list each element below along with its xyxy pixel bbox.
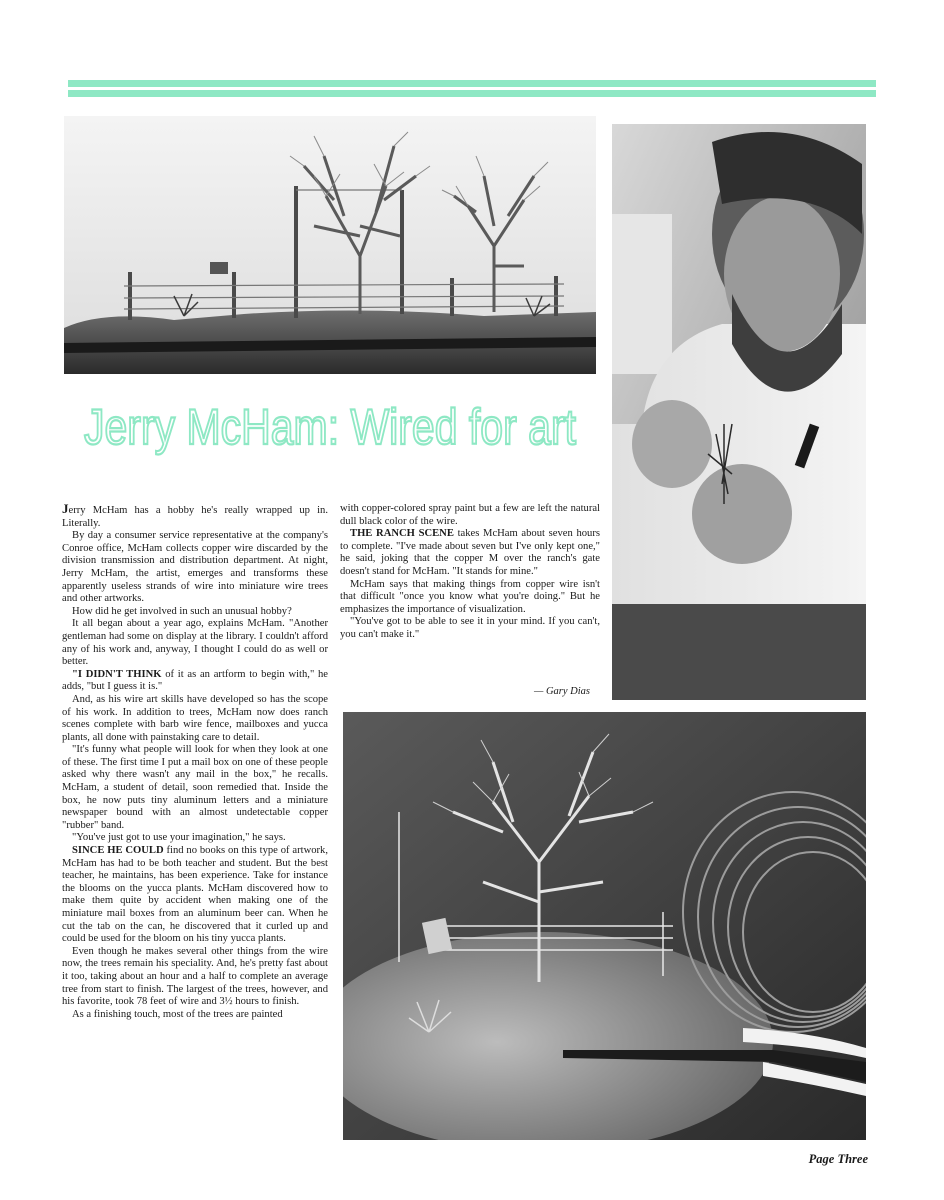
portrait-photo <box>612 124 866 700</box>
paragraph: How did he get involved in such an unusual hobby? <box>72 605 292 617</box>
paragraph: Jerry McHam has a hobby he's really wrapped up in. Literally. <box>62 501 328 529</box>
lead-in: THE RANCH SCENE <box>350 528 454 540</box>
byline: — Gary Dias <box>534 686 591 697</box>
article-title-text: Jerry McHam: Wired for art <box>84 399 577 455</box>
closeup-photo <box>343 712 866 1140</box>
paragraph: Even though he makes several other things from the wire now, the trees remain his speciality. And, he's pretty fast about it too, taking about an hour and a half to complete an average tree from start to finish. The largest of the trees, however, and his favorite, took 78 feet of wire and 3½ hours to finish. <box>62 945 328 1008</box>
article-column-1 <box>62 503 328 1021</box>
drop-cap: J <box>62 501 69 516</box>
lead-in: "I DIDN'T THINK <box>72 668 162 680</box>
paragraph: It all began about a year ago, explains McHam. "Another gentleman had some on display at the library. I couldn't afford any of his work and, anyway, I thought I could do as well or better. <box>62 618 328 668</box>
article-column-2 <box>340 503 600 642</box>
paragraph: "It's funny what people will look for when they look at one of these. The first time I put a mail box on one of these people asked why there wasn't any mail in the box," he recalls. McHam, a student of detail, soon remedied that. Inside the box, he now puts tiny aluminum letters and a miniature newspaper bound with an almost undetectable copper "rubber" band. <box>62 744 328 831</box>
article-title <box>84 398 604 460</box>
paragraph: By day a consumer service representative at the company's Conroe office, McHam collects copper wire discarded by the division transmission and distribution department. At night, Jerry McHam, the artist, emerges and transforms these apparently useless strands of wire into miniature wire trees and other artworks. <box>62 530 328 605</box>
page-number: Page Three <box>808 1152 868 1166</box>
lead-in: SINCE HE COULD <box>72 845 164 857</box>
paragraph: McHam says that making things from copper wire isn't that difficult "once you know what you're doing." But he emphasizes the importance of visualization. <box>340 578 600 615</box>
ranch-scene-photo <box>64 116 596 374</box>
paragraph: with copper-colored spray paint but a few are left the natural dull black color of the wire. <box>340 503 600 527</box>
paragraph: "You've got to be able to see it in your mind. If you can't, you can't make it." <box>340 616 600 640</box>
paragraph: "I DIDN'T THINK of it as an artform to begin with," he adds, "but I guess it is." <box>62 668 328 693</box>
paragraph: As a finishing touch, most of the trees are painted <box>72 1008 283 1020</box>
paragraph: "You've just got to use your imagination," he says. <box>72 832 286 844</box>
paragraph: THE RANCH SCENE takes McHam about seven hours to complete. "I've made about seven but I've only kept one," he said, joking that the copper M over the ranch's gate doesn't stand for McHam. "It stands for mine." <box>340 528 600 577</box>
top-accent-rule-thin <box>68 90 876 97</box>
paragraph: And, as his wire art skills have developed so has the scope of his work. In addition to trees, McHam now does ranch scenes complete with barb wire fence, mailboxes and yucca plants, all done with painstaking care to detail. <box>62 693 328 743</box>
top-accent-rule <box>68 80 876 87</box>
paragraph: SINCE HE COULD find no books on this type of artwork, McHam has had to be both teacher and student. But the best teacher, he maintains, has been experience. Take for instance the blooms on the yucca plants. McHam discovered how to make them quite by accident when making one of the miniature mail boxes from an aluminum beer can. When he cut the tab on the can, he discovered that it curled up and could be used for the bloom on his tiny yucca plants. <box>62 845 328 945</box>
